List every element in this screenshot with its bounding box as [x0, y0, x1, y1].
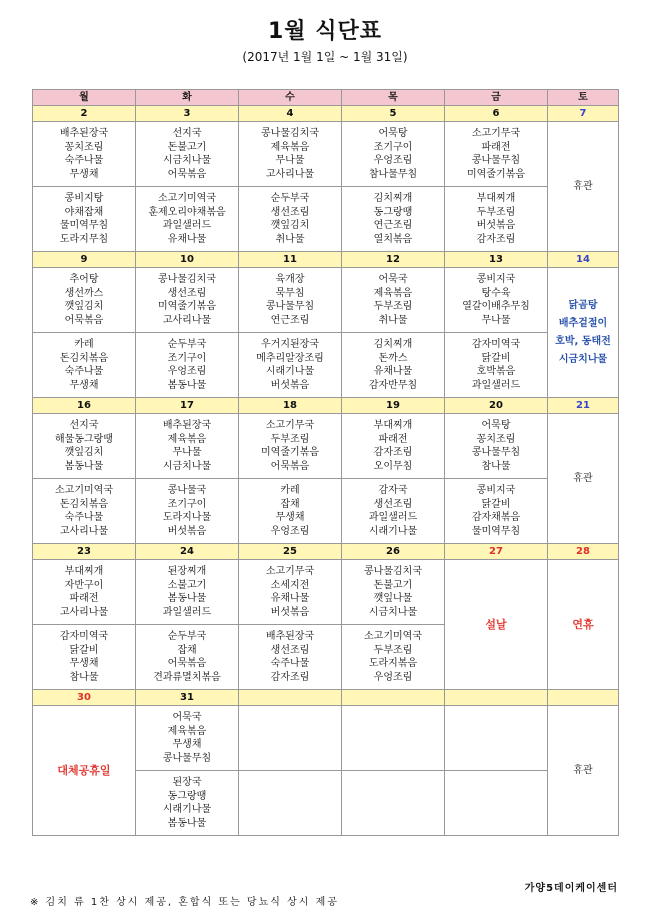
menu-item: 파래전: [69, 593, 99, 604]
menu-item: 고사리나물: [162, 314, 212, 326]
menu-item: 콩나물무침: [265, 301, 315, 312]
date-mon: 2: [33, 106, 136, 122]
menu-item: 소고기미역국: [55, 485, 113, 496]
date-thu: 26: [342, 544, 445, 560]
menu-item: 봄동나물: [167, 379, 207, 391]
menu-item: 어묵볶음: [64, 314, 104, 326]
lunch-menu-mon: [33, 560, 136, 625]
menu-item: 순두부국: [270, 193, 310, 204]
menu-item: 시래기나물: [162, 804, 212, 815]
saturday-menu: [548, 122, 619, 252]
menu-item: 무나물: [481, 314, 511, 326]
menu-item: 돈김치볶음: [59, 498, 109, 510]
menu-item: 콩나물김치국: [158, 274, 216, 285]
center-name: 가양5데이케이센터: [524, 883, 618, 894]
date-row: [33, 544, 619, 560]
menu-item: 봄동나물: [167, 593, 207, 604]
menu-item: 선지국: [69, 420, 99, 431]
dinner-menu-tue: [136, 479, 239, 544]
menu-item: 오이무침: [373, 460, 413, 472]
dinner-menu-wed: [239, 333, 342, 398]
lunch-menu-thu: [342, 414, 445, 479]
menu-item: 생선까스: [64, 287, 104, 299]
menu-item: 무생채: [172, 739, 202, 750]
menu-item: 감자반무침: [368, 379, 418, 391]
date-row: [33, 398, 619, 414]
dinner-menu-wed: [239, 479, 342, 544]
menu-item: 버섯볶음: [167, 525, 207, 537]
menu-item: 된장찌개: [167, 566, 207, 577]
menu-item: 두부조림: [373, 301, 413, 312]
menu-item: 순두부국: [167, 339, 207, 350]
lunch-menu-mon: [33, 268, 136, 333]
menu-item: 버섯볶음: [270, 379, 310, 391]
dinner-menu-tue: [136, 625, 239, 690]
dinner-menu-mon: [33, 479, 136, 544]
menu-item: 해물동그랑땡: [55, 433, 113, 445]
menu-item: 된장국: [172, 777, 202, 788]
lunch-menu-thu: [342, 560, 445, 625]
menu-item: 유채나물: [167, 233, 207, 245]
menu-item: 카레: [280, 485, 300, 496]
date-fri: 13: [445, 252, 548, 268]
menu-item: 과일샐러드: [162, 606, 212, 618]
dinner-menu-tue: [136, 187, 239, 252]
menu-item: 깻잎김치: [64, 447, 104, 458]
saturday-item: 닭곰탕: [568, 299, 598, 311]
menu-item: 어묵볶음: [167, 168, 207, 180]
date-mon: 16: [33, 398, 136, 414]
menu-item: 소고기무국: [265, 420, 315, 431]
menu-item: 추어탕: [69, 274, 99, 285]
menu-item: 동그랑땡: [373, 206, 413, 218]
menu-item: 야채잡채: [64, 206, 104, 218]
dinner-menu-thu: [342, 625, 445, 690]
empty-cell: [239, 706, 342, 771]
menu-item: 미역줄기볶음: [261, 447, 319, 458]
menu-item: 소세지전: [270, 579, 310, 591]
menu-item: 참나물: [69, 671, 99, 683]
menu-item: 감자미역국: [471, 339, 521, 350]
date-row: [33, 252, 619, 268]
menu-item: 무생채: [69, 379, 99, 391]
date-thu: 12: [342, 252, 445, 268]
menu-item: 어묵볶음: [270, 460, 310, 472]
menu-item: 콩나물김치국: [364, 566, 422, 577]
empty-cell: [445, 771, 548, 836]
menu-item: 돈불고기: [373, 579, 413, 591]
dinner-menu-fri: [445, 479, 548, 544]
date-tue: 3: [136, 106, 239, 122]
date-fri: 27: [445, 544, 548, 560]
menu-item: 과일샐러드: [368, 512, 418, 523]
menu-item: 조기구이: [167, 352, 207, 364]
menu-item: 무나물: [172, 447, 202, 458]
saturday-item: 휴관: [573, 472, 593, 484]
menu-item: 콩나물무침: [471, 447, 521, 458]
menu-item: 감자국: [378, 485, 408, 496]
menu-item: 도라지볶음: [368, 658, 418, 669]
menu-item: 콩비지국: [476, 274, 516, 285]
date-tue: 24: [136, 544, 239, 560]
menu-item: 무생채: [69, 168, 99, 180]
menu-item: 배추된장국: [162, 420, 212, 431]
menu-item: 시금치나물: [162, 460, 212, 472]
menu-item: 도라지무침: [59, 233, 109, 245]
date-row: [33, 690, 619, 706]
menu-item: 콩나물무침: [162, 752, 212, 764]
lunch-row: [33, 560, 619, 625]
saturday-menu: 휴관: [548, 706, 619, 836]
menu-item: 과일샐러드: [162, 220, 212, 231]
weekday-header-row: [33, 90, 619, 106]
date-sat: [548, 690, 619, 706]
menu-item: 카레: [74, 339, 94, 350]
date-fri: 20: [445, 398, 548, 414]
menu-item: 시금치나물: [368, 606, 418, 618]
lunch-row: [33, 268, 619, 333]
saturday-menu: [548, 414, 619, 544]
menu-item: 고사리나물: [59, 606, 109, 618]
date-wed: 18: [239, 398, 342, 414]
dinner-row: [33, 187, 619, 252]
menu-item: 취나물: [275, 233, 305, 245]
date-wed: 25: [239, 544, 342, 560]
menu-item: 미역줄기볶음: [467, 168, 525, 180]
menu-item: 봄동나물: [167, 817, 207, 829]
menu-item: 무나물: [275, 155, 305, 166]
menu-item: 우엉조림: [167, 366, 207, 377]
menu-item: 콩비지국: [476, 485, 516, 496]
dinner-menu-wed: [239, 187, 342, 252]
menu-item: 배추된장국: [265, 631, 315, 642]
menu-item: 과일샐러드: [471, 379, 521, 391]
menu-item: 참나물무침: [368, 168, 418, 180]
weekday-thu: 목: [342, 90, 445, 106]
menu-item: 깻잎김치: [64, 301, 104, 312]
date-wed: [239, 690, 342, 706]
menu-item: 닭갈비: [481, 352, 511, 364]
date-sat: 28: [548, 544, 619, 560]
menu-item: 두부조림: [476, 206, 516, 218]
holiday-note-sat: 연휴: [548, 560, 619, 690]
menu-item: 어묵탕: [481, 420, 511, 431]
date-fri: [445, 690, 548, 706]
menu-item: 숙주나물: [64, 366, 104, 377]
lunch-menu-wed: [239, 560, 342, 625]
menu-item: 제육볶음: [167, 725, 207, 737]
menu-item: 생선조림: [373, 498, 413, 510]
menu-item: 깻잎나물: [373, 593, 413, 604]
dinner-menu-tue: [136, 771, 239, 836]
menu-item: 생선조림: [270, 206, 310, 218]
menu-item: 소고기무국: [471, 128, 521, 139]
dinner-menu-fri: [445, 333, 548, 398]
menu-item: 시래기나물: [368, 525, 418, 537]
dinner-menu-mon: [33, 187, 136, 252]
menu-item: 숙주나물: [270, 658, 310, 669]
menu-item: 배추된장국: [59, 128, 109, 139]
lunch-menu-mon: [33, 414, 136, 479]
date-mon: 9: [33, 252, 136, 268]
menu-item: 묵무침: [275, 287, 305, 299]
menu-item: 메추리알장조림: [256, 352, 324, 364]
menu-item: 물미역무침: [59, 220, 109, 231]
lunch-menu-wed: [239, 414, 342, 479]
menu-item: 꽁치조림: [64, 141, 104, 153]
menu-item: 유채나물: [270, 593, 310, 604]
menu-item: 미역줄기볶음: [158, 301, 216, 312]
menu-item: 제육볶음: [167, 433, 207, 445]
menu-item: 버섯볶음: [476, 220, 516, 231]
lunch-menu-tue: [136, 268, 239, 333]
date-mon: 23: [33, 544, 136, 560]
menu-item: 소고기미역국: [364, 631, 422, 642]
dinner-menu-mon: [33, 333, 136, 398]
lunch-menu-fri: [445, 414, 548, 479]
menu-item: 잡채: [177, 644, 197, 656]
lunch-menu-thu: [342, 268, 445, 333]
date-tue: 17: [136, 398, 239, 414]
menu-item: 우엉조림: [373, 155, 413, 166]
menu-item: 콩비지탕: [64, 193, 104, 204]
menu-item: 우엉조림: [373, 671, 413, 683]
lunch-menu-tue: [136, 706, 239, 771]
menu-item: 유채나물: [373, 366, 413, 377]
dinner-menu-mon: [33, 625, 136, 690]
lunch-row: [33, 122, 619, 187]
menu-item: 참나물: [481, 460, 511, 472]
menu-item: 닭갈비: [481, 498, 511, 510]
menu-item: 도라지나물: [162, 512, 212, 523]
menu-item: 열갈이배추무침: [462, 301, 530, 312]
page-title: 1월 식단표: [268, 19, 382, 44]
date-mon: 30: [33, 690, 136, 706]
menu-item: 부대찌개: [476, 193, 516, 204]
date-tue: 31: [136, 690, 239, 706]
saturday-item: 시금치나물: [558, 353, 608, 365]
menu-item: 소고기무국: [265, 566, 315, 577]
lunch-menu-thu: [342, 122, 445, 187]
menu-item: 탕수육: [481, 287, 511, 299]
weekday-wed: 수: [239, 90, 342, 106]
menu-item: 깻잎김치: [270, 220, 310, 231]
menu-item: 우거지된장국: [261, 339, 319, 350]
dinner-menu-fri: [445, 187, 548, 252]
menu-item: 콩나물무침: [471, 155, 521, 166]
date-thu: 5: [342, 106, 445, 122]
menu-item: 소불고기: [167, 579, 207, 591]
menu-item: 자반구이: [64, 579, 104, 591]
menu-item: 조기구이: [167, 498, 207, 510]
dinner-menu-wed: [239, 625, 342, 690]
date-thu: [342, 690, 445, 706]
lunch-menu-tue: [136, 560, 239, 625]
empty-cell: [342, 771, 445, 836]
date-range: (2017년 1월 1일 ~ 1월 31일): [242, 50, 408, 64]
menu-item: 열치볶음: [373, 233, 413, 245]
menu-item: 감자채볶음: [471, 512, 521, 523]
saturday-item: 휴관: [573, 180, 593, 192]
menu-item: 부대찌개: [64, 566, 104, 577]
holiday-note-substitute: 대체공휴일: [33, 706, 136, 836]
menu-table-body: [33, 106, 619, 836]
lunch-menu-wed: [239, 268, 342, 333]
lunch-menu-fri: [445, 122, 548, 187]
menu-item: 제육볶음: [270, 141, 310, 153]
dinner-menu-thu: [342, 333, 445, 398]
menu-item: 두부조림: [270, 433, 310, 445]
holiday-note-seollal: 설날: [445, 560, 548, 690]
empty-cell: [239, 771, 342, 836]
menu-item: 시금치나물: [162, 155, 212, 166]
menu-item: 물미역무침: [471, 525, 521, 537]
menu-item: 두부조림: [373, 644, 413, 656]
menu-item: 제육볶음: [373, 287, 413, 299]
lunch-row: [33, 706, 619, 771]
lunch-row: [33, 414, 619, 479]
menu-item: 무생채: [69, 658, 99, 669]
menu-item: 파래전: [378, 433, 408, 445]
menu-item: 감자조림: [373, 447, 413, 458]
menu-item: 조기구이: [373, 141, 413, 153]
date-thu: 19: [342, 398, 445, 414]
date-sat: 14: [548, 252, 619, 268]
menu-item: 파래전: [481, 141, 511, 153]
menu-item: 어묵볶음: [167, 658, 207, 669]
menu-item: 잡채: [280, 498, 300, 510]
weekday-fri: 금: [445, 90, 548, 106]
date-row: [33, 106, 619, 122]
menu-item: 버섯볶음: [270, 606, 310, 618]
menu-item: 연근조림: [373, 220, 413, 231]
menu-item: 돈까스: [378, 352, 408, 364]
empty-cell: [342, 706, 445, 771]
menu-item: 고사리나물: [59, 525, 109, 537]
footnote: ※ 김치 류 1찬 상시 제공, 혼합식 또는 당뇨식 상시 제공: [30, 897, 339, 908]
lunch-menu-mon: [33, 122, 136, 187]
date-fri: 6: [445, 106, 548, 122]
dinner-row: [33, 333, 619, 398]
menu-item: 닭갈비: [69, 644, 99, 656]
menu-item: 콩나물김치국: [261, 128, 319, 139]
menu-item: 봄동나물: [64, 460, 104, 472]
dinner-row: [33, 479, 619, 544]
date-sat: 21: [548, 398, 619, 414]
menu-item: 선지국: [172, 128, 202, 139]
menu-item: 돈불고기: [167, 141, 207, 153]
menu-item: 김치찌개: [373, 193, 413, 204]
weekday-sat: 토: [548, 90, 619, 106]
empty-cell: [445, 706, 548, 771]
lunch-menu-wed: [239, 122, 342, 187]
menu-item: 숙주나물: [64, 155, 104, 166]
weekday-mon: 월: [33, 90, 136, 106]
lunch-menu-tue: [136, 414, 239, 479]
saturday-item: 배추겉절이: [558, 317, 608, 329]
date-wed: 4: [239, 106, 342, 122]
menu-item: 취나물: [378, 314, 408, 326]
weekday-tue: 화: [136, 90, 239, 106]
menu-item: 순두부국: [167, 631, 207, 642]
menu-item: 동그랑땡: [167, 790, 207, 802]
date-sat: 7: [548, 106, 619, 122]
menu-item: 훈제오리야채볶음: [148, 206, 226, 218]
menu-item: 소고기미역국: [158, 193, 216, 204]
menu-table: [32, 89, 619, 836]
date-wed: 11: [239, 252, 342, 268]
menu-item: 생선조림: [270, 644, 310, 656]
menu-item: 어묵국: [378, 274, 408, 285]
saturday-menu: [548, 268, 619, 398]
menu-item: 콩나물국: [167, 485, 207, 496]
menu-item: 무생채: [275, 512, 305, 523]
menu-item: 생선조림: [167, 287, 207, 299]
lunch-menu-fri: [445, 268, 548, 333]
menu-item: 호박볶음: [476, 366, 516, 377]
menu-item: 고사리나물: [265, 168, 315, 180]
menu-item: 감자미역국: [59, 631, 109, 642]
menu-item: 견과류멸치볶음: [153, 671, 221, 683]
menu-item: 김치찌개: [373, 339, 413, 350]
date-tue: 10: [136, 252, 239, 268]
menu-item: 꽁치조림: [476, 433, 516, 445]
menu-item: 감자조림: [270, 671, 310, 683]
menu-item: 어묵탕: [378, 128, 408, 139]
menu-item: 시래기나물: [265, 366, 315, 377]
dinner-menu-thu: [342, 187, 445, 252]
menu-item: 돈김치볶음: [59, 352, 109, 364]
dinner-menu-thu: [342, 479, 445, 544]
menu-item: 우엉조림: [270, 525, 310, 537]
menu-item: 부대찌개: [373, 420, 413, 431]
menu-item: 숙주나물: [64, 512, 104, 523]
saturday-item: 호박, 동태전: [555, 335, 611, 347]
menu-item: 감자조림: [476, 233, 516, 245]
menu-item: 연근조림: [270, 314, 310, 326]
menu-item: 어묵국: [172, 712, 202, 723]
lunch-menu-tue: [136, 122, 239, 187]
menu-item: 육개장: [275, 274, 305, 285]
dinner-menu-tue: [136, 333, 239, 398]
